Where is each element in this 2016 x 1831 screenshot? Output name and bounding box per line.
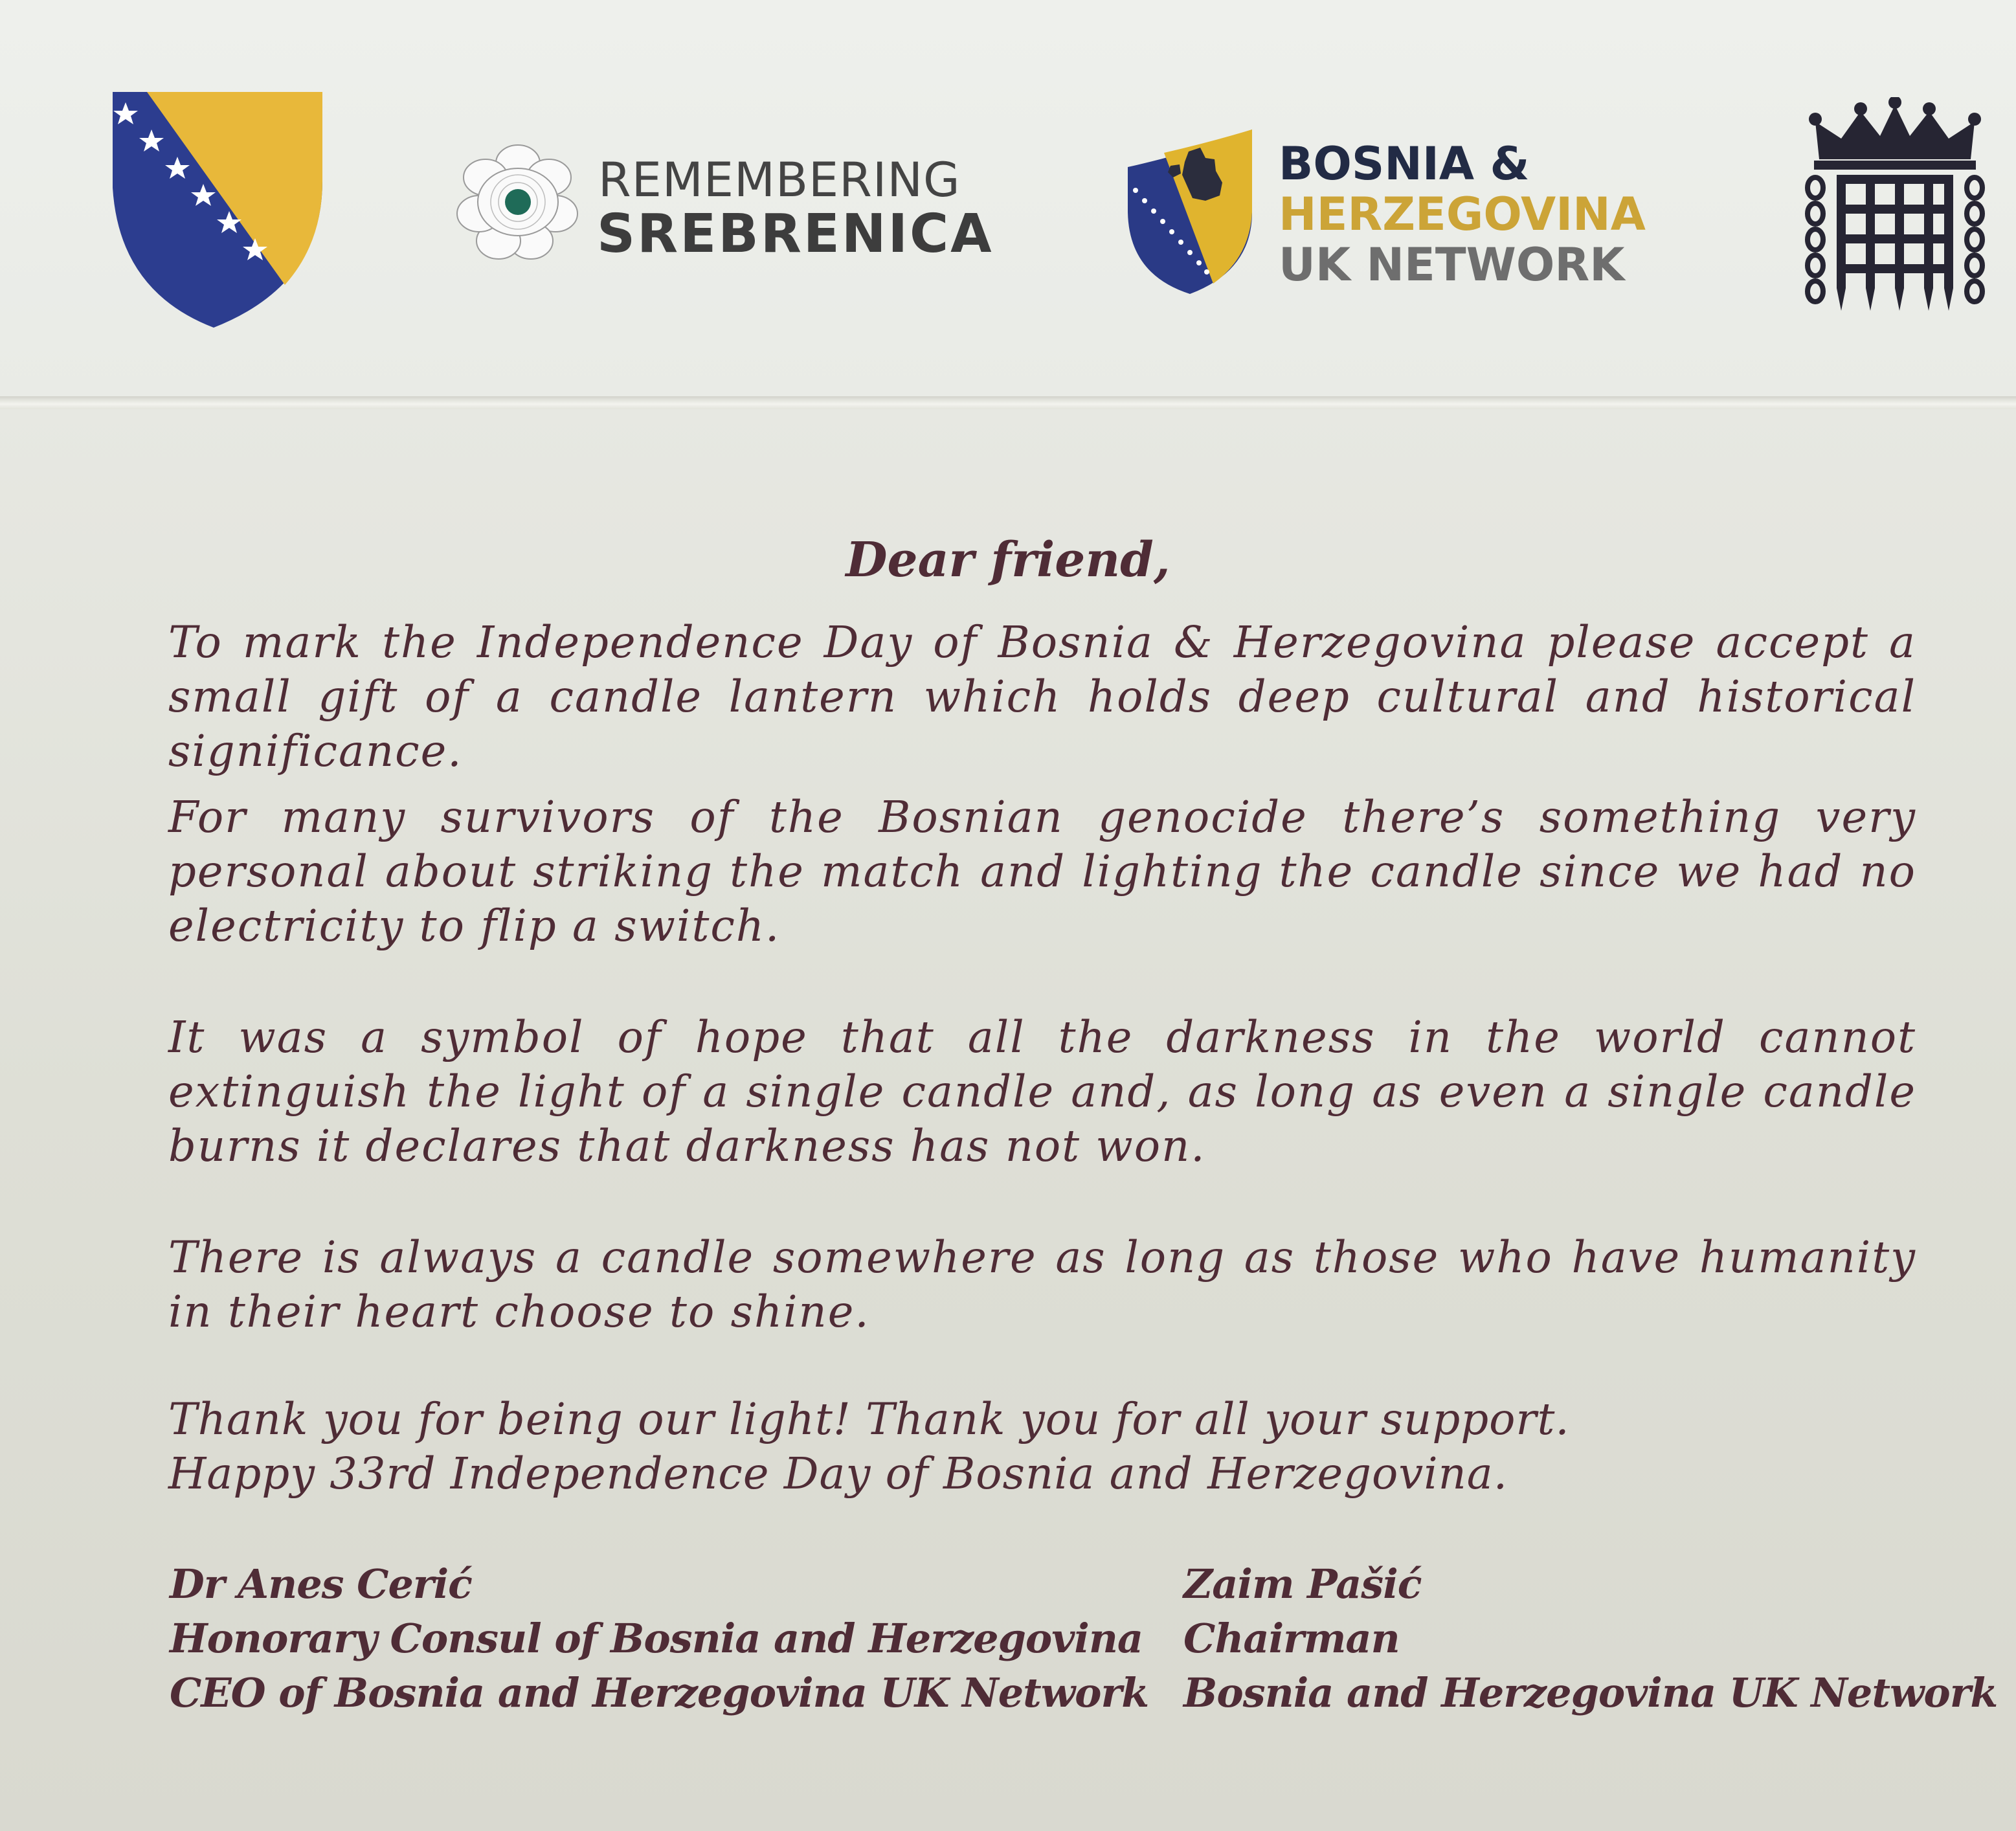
- closing-line-1: Thank you for being our light! Thank you for all your support.: [168, 1394, 1570, 1444]
- closing-line-2: Happy 33rd Independence Day of Bosnia and Herzegovina.: [168, 1448, 1508, 1499]
- signature-title: Honorary Consul of Bosnia and Herzegovina: [170, 1615, 1143, 1662]
- srebrenica-flower-icon: [453, 144, 583, 260]
- signature-title: Chairman: [1183, 1615, 1400, 1662]
- paragraph-2: For many survivors of the Bosnian genocide there’s something very personal about striking the match and lighting the candle since we had no electricity to flip a switch.: [168, 792, 1916, 951]
- closing: [168, 1392, 1916, 1501]
- paragraph-1: To mark the Independence Day of Bosnia & Herzegovina please accept a small gift of a candle lantern which holds deep cultural and historical significance.: [168, 617, 1916, 776]
- greeting: Dear friend,: [846, 532, 1170, 588]
- remembering-srebrenica-line2: SREBRENICA: [597, 203, 994, 265]
- bh-network-line2: HERZEGOVINA: [1279, 188, 1646, 241]
- signature-name: Zaim Pašić: [1183, 1560, 1422, 1608]
- bh-network-line1: BOSNIA &: [1279, 137, 1530, 190]
- signature-title: Bosnia and Herzegovina UK Network: [1183, 1669, 1998, 1716]
- signature-block-left: [170, 1557, 1148, 1720]
- bh-network-shield-icon: [1125, 128, 1255, 297]
- paragraph-3: It was a symbol of hope that all the darkness in the world cannot extinguish the light of a single candle and, as long as even a single candle burns it declares that darkness has not won.: [168, 1012, 1916, 1171]
- signature-title: CEO of Bosnia and Herzegovina UK Network: [170, 1669, 1149, 1716]
- paragraph-4: There is always a candle somewhere as long as those who have humanity in their heart choose to shine.: [168, 1232, 1916, 1337]
- bosnia-coat-of-arms-icon: [111, 91, 325, 330]
- portcullis-icon: [1801, 97, 1989, 317]
- remembering-srebrenica-line1: REMEMBERING: [598, 153, 961, 208]
- card-fold: [0, 396, 2016, 409]
- signature-block-right: [1183, 1557, 1997, 1720]
- bh-network-line3: UK NETWORK: [1279, 238, 1625, 291]
- signature-name: Dr Anes Cerić: [170, 1560, 472, 1608]
